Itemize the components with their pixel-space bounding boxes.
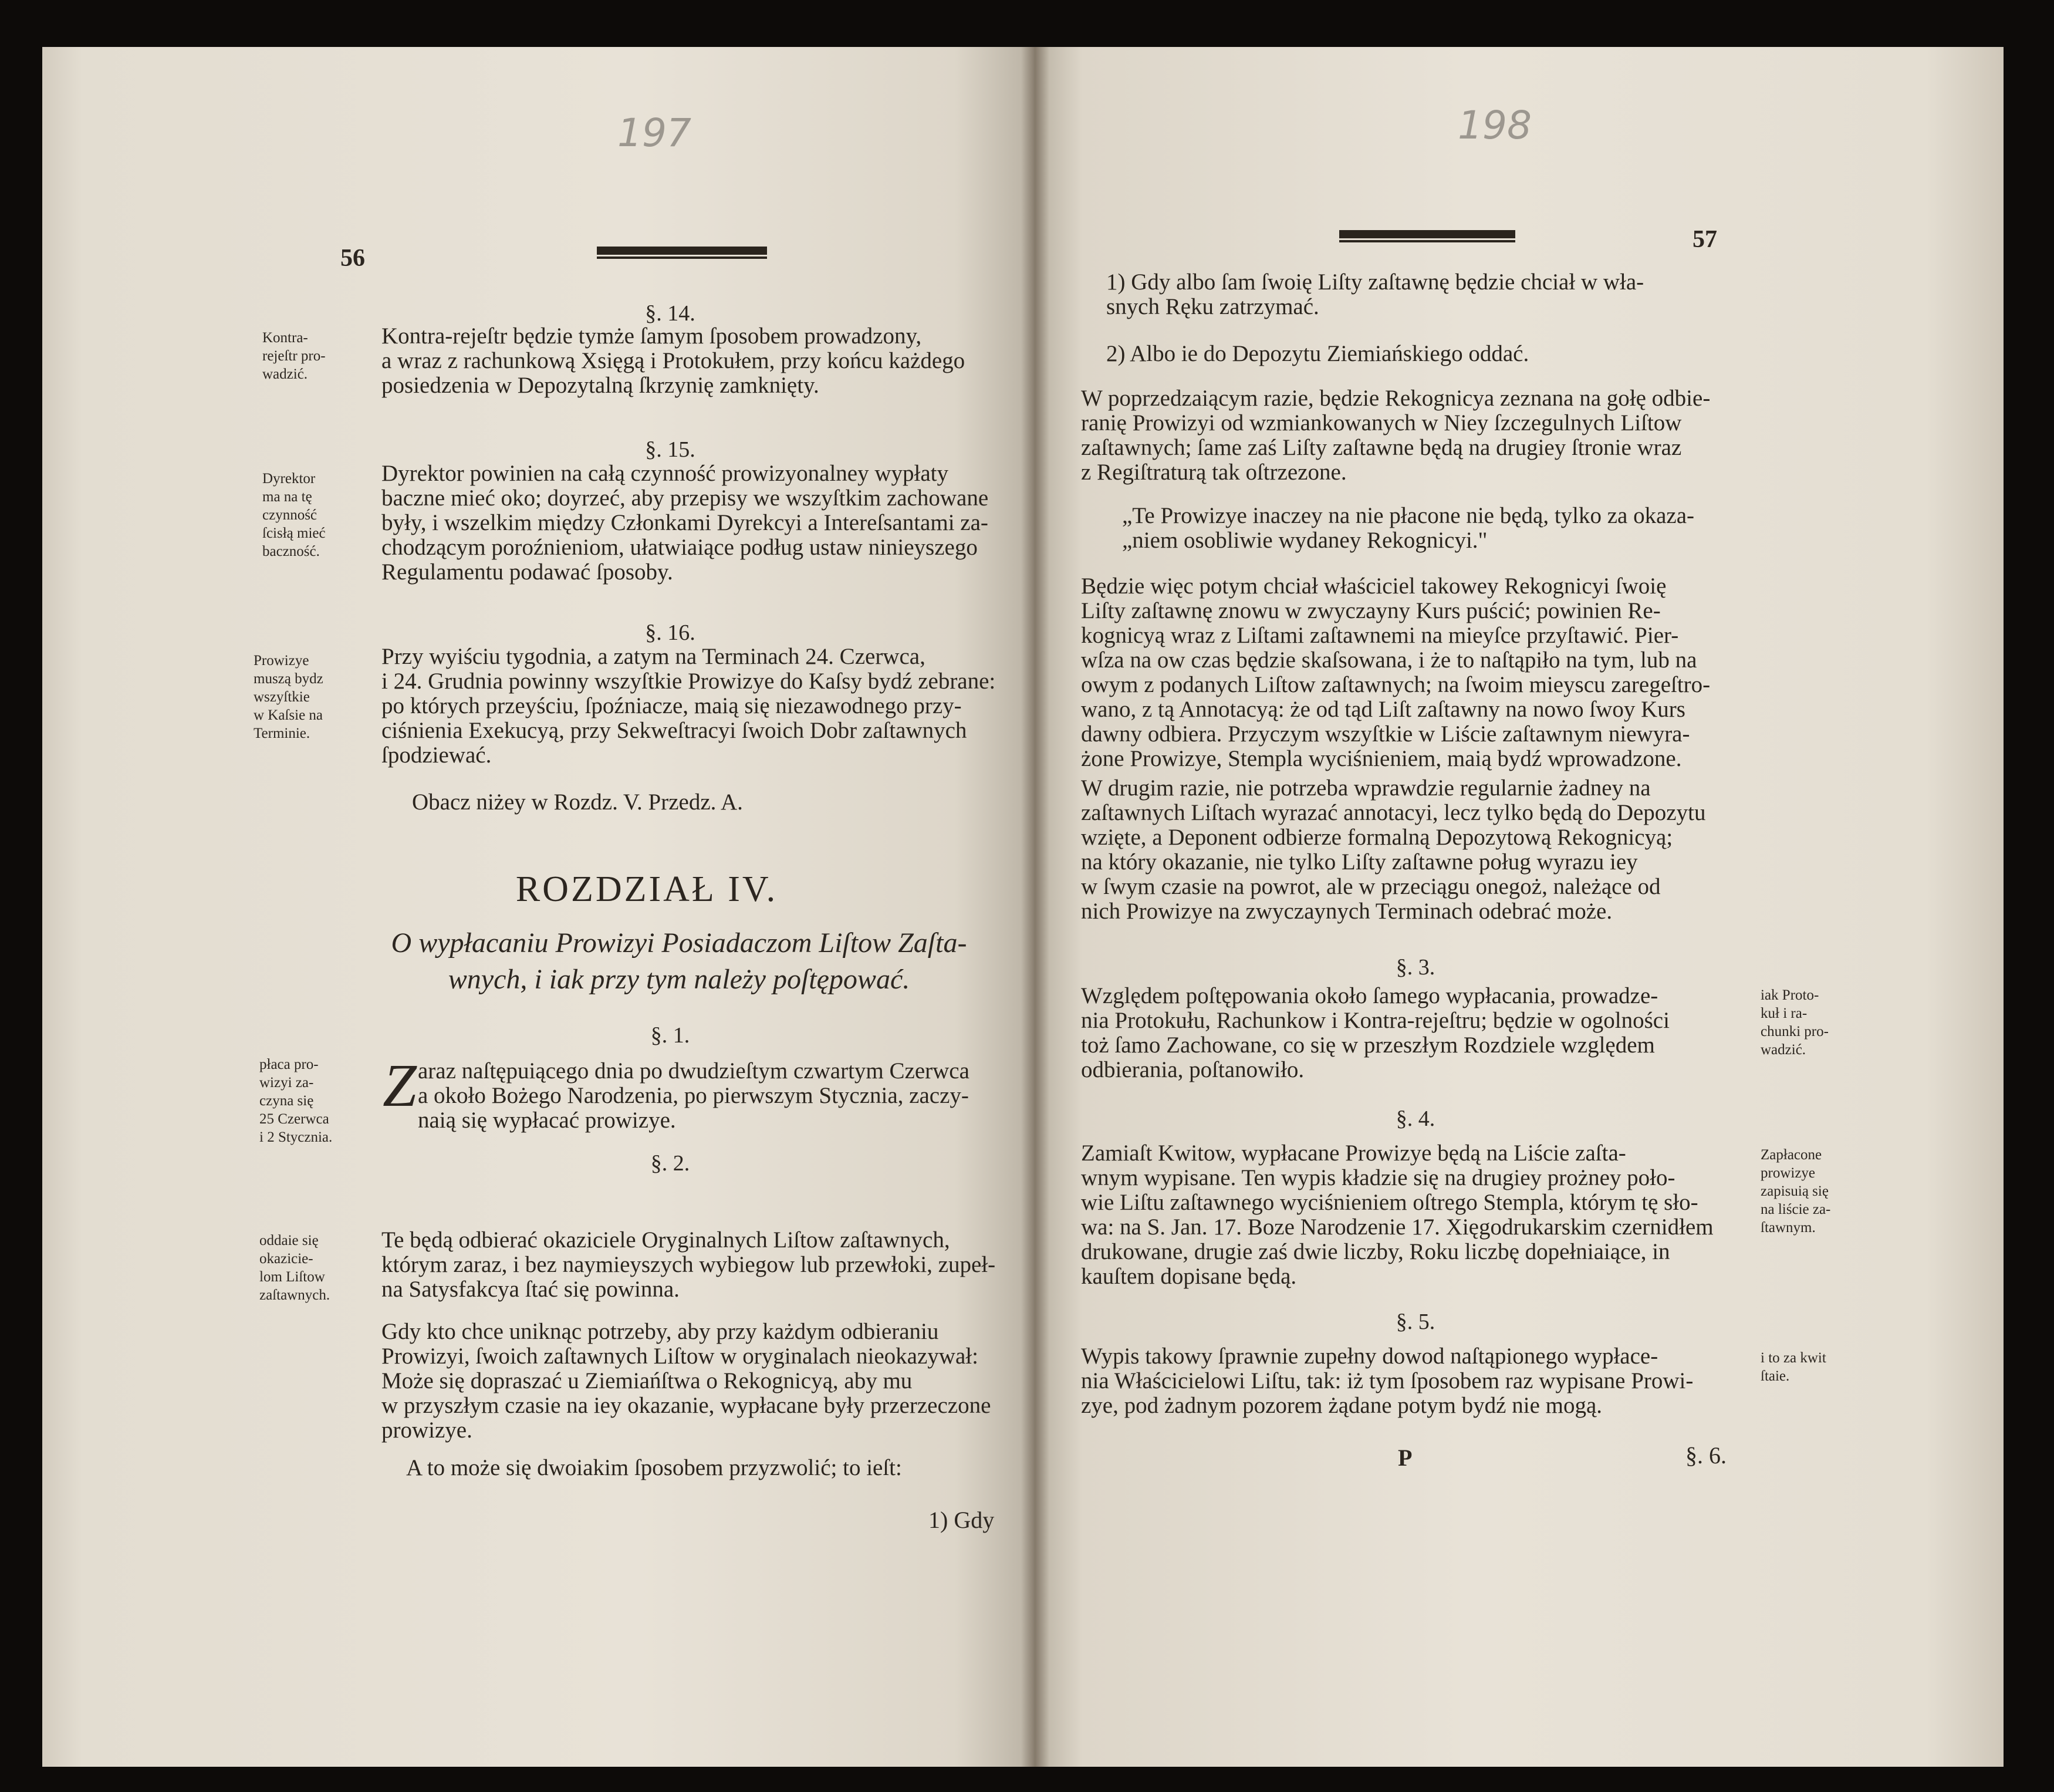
section-text-3: Względem poſtępowania około ſamego wypłacania, prowadze- nia Protokułu, Rachunkow i Kontra-rejeſtru; będzie w ogolności toż ſamo Zachowane, co się w przeszłym Rozdziele względem odbierania, poſtanowiło.: [1081, 983, 1670, 1082]
book-gutter: [1021, 47, 1049, 1767]
header-rule-right: [1339, 230, 1515, 238]
paragraph-5: Będzie więc potym chciał właściciel takowey Rekognicyi ſwoię Liſty zaſtawnę znowu w zwyczayny Kurs puścić; powinien Re- kognicyą wraz z Liſtami zaſtawnemi na mieyſce przyſtawić. Pier- wſza na ow czas będzie skaſsowana, i że to naſtąpiło na tym, lub na owym z podanych Liſtow zaſtawnych; na ſwoim mieyscu zaregeſtro- wano, z tą Annotacyą: że od tąd Liſt zaſtawny na nowo ſwoy Kurs dawny odbiera. Przyczym wszyſtkie w Liście zaſtawnym niewyra- żone Prowizye, Stempla wyciśnieniem, maią bydź wprowadzone.: [1081, 573, 1711, 771]
margin-note-1: płaca pro- wizyi za- czyna się 25 Czerwca i 2 Stycznia.: [259, 1057, 333, 1145]
margin-note-4: Zapłacone prowizye zapisuią się na liście za- ſtawnym.: [1761, 1147, 1831, 1236]
drop-cap: Z: [383, 1052, 417, 1119]
catchword-left: 1) Gdy: [928, 1507, 995, 1533]
section-heading-14: §. 14.: [645, 301, 695, 326]
page-number-right: 57: [1692, 226, 1717, 253]
header-rule-left: [597, 247, 767, 255]
cross-reference-note: Obacz niżey w Rozdz. V. Przedz. A.: [412, 789, 743, 815]
section-heading-2: §. 2.: [650, 1151, 690, 1176]
chapter-title: ROZDZIAŁ IV.: [515, 869, 778, 909]
paragraph-1: 1) Gdy albo ſam ſwoię Liſty zaſtawnę będzie chciał w wła- snych Ręku zatrzymać.: [1106, 269, 1644, 319]
paragraph-2: 2) Albo ie do Depozytu Ziemiańskiego oddać.: [1106, 341, 1529, 366]
right-page: [1034, 47, 2004, 1767]
section-text-16: Przy wyiściu tygodnia, a zatym na Terminach 24. Czerwca, i 24. Grudnia powinny wszyſtkie Prowizye do Kaſsy bydź zebrane: po których przeyściu, ſpoźniacze, maią się niezawodnego przy- ciśnienia Exekucyą, przy Sekweſtracyi ſwoich Dobr zaſtawnych ſpodziewać.: [381, 644, 996, 768]
paragraph-4-quote: „Te Prowizye inaczey na nie płacone nie będą, tylko za okaza- „niem osobliwie wydaney Rekognicyi.": [1122, 503, 1695, 553]
section-heading-15: §. 15.: [645, 437, 695, 462]
catchword-right: §. 6.: [1685, 1442, 1727, 1469]
section-heading-16: §. 16.: [645, 620, 695, 645]
section-heading-4: §. 4.: [1396, 1106, 1435, 1131]
left-page: [42, 47, 1034, 1767]
margin-note-3: iak Proto- kuł i ra- chunki pro- wadzić.: [1761, 987, 1829, 1058]
section-text-2c: A to może się dwoiakim ſposobem przyzwolić; to ieſt:: [406, 1455, 902, 1480]
section-text-1: araz naſtępuiącego dnia po dwudzieſtym czwartym Czerwca a około Bożego Narodzenia, po pierwszym Stycznia, zaczy- naią się wypłacać prowizye.: [418, 1058, 969, 1133]
section-text-14: Kontra-rejeſtr będzie tymże ſamym ſposobem prowadzony, a wraz z rachunkową Xsięgą i Protokułem, przy końcu każdego posiedzenia w Depozytalną ſkrzynię zamknięty.: [381, 323, 965, 398]
margin-note-14: Kontra- rejeſtr pro- wadzić.: [262, 330, 326, 382]
section-heading-1: §. 1.: [650, 1023, 690, 1048]
pencil-page-number-left: 197: [617, 110, 691, 156]
signature-mark: P: [1398, 1445, 1413, 1471]
margin-note-16: Prowizye muszą bydz wszyſtkie w Kaſsie na Terminie.: [254, 653, 323, 741]
section-heading-5: §. 5.: [1396, 1310, 1435, 1334]
paragraph-6: W drugim razie, nie potrzeba wprawdzie regularnie żadney na zaſtawnych Liſtach wyrazać annotacyi, lecz tylko będą do Depozytu wzięte, a Deponent odbierze formalną Depozytową Rekognicyą; na który okazanie, nie tylko Liſty zaſtawne poług wyrazu iey w ſwym czasie na powrot, ale w przeciągu onegoż, należące od nich Prowizye na zwyczaynych Terminach odebrać może.: [1081, 775, 1706, 924]
section-text-5: Wypis takowy ſprawnie zupełny dowod naſtąpionego wypłace- nia Właścicielowi Liſtu, tak: iż tym ſposobem raz wypisane Prowi- zye, pod żadnym pozorem żądane potym bydź nie mogą.: [1081, 1344, 1694, 1418]
pencil-page-number-right: 198: [1458, 103, 1532, 148]
margin-note-2: oddaie się okazicie- lom Liſtow zaſtawnych.: [259, 1233, 330, 1303]
margin-note-5: i to za kwit ſtaie.: [1761, 1350, 1826, 1384]
section-heading-3: §. 3.: [1396, 955, 1435, 980]
margin-note-15: Dyrektor ma na tę czynność ſcisłą mieć baczność.: [262, 471, 326, 559]
section-text-2b: Gdy kto chce uniknąc potrzeby, aby przy każdym odbieraniu Prowizyi, ſwoich zaſtawnych Liſtow w oryginalach nieokazywał: Może się dopraszać u Ziemiańſtwa o Rekognicyą, aby mu w przyszłym czasie na iey okazanie, wypłacane były przerzeczone prowizye.: [381, 1319, 991, 1443]
page-number-left: 56: [340, 245, 365, 272]
section-text-2a: Te będą odbierać okaziciele Oryginalnych Liſtow zaſtawnych, którym zaraz, i bez naymieyszych wybiegow lub przewłoki, zupeł- na Satysfakcya ſtać się powinna.: [381, 1227, 996, 1302]
section-text-15: Dyrektor powinien na całą czynność prowizyonalney wypłaty baczne mieć oko; doyrzeć, aby przepisy we wszyſtkim zachowane były, i wszelkim między Członkami Dyrekcyi a Intereſsantami za- chodzącym poroźnieniom, ułatwiaiące podług ustaw ninieyszego Regulamentu podawać ſposoby.: [381, 461, 989, 585]
chapter-subtitle: O wypłacaniu Prowizyi Posiadaczom Liſtow Zaſta- wnych, i iak przy tym należy poſtępować.: [391, 927, 967, 995]
paragraph-3: W poprzedzaiącym razie, będzie Rekognicya zeznana na gołę odbie- ranię Prowizyi od wzmiankowanych w Niey ſzczegulnych Liſtow zaſtawnych; ſame zaś Liſty zaſtawne będą na drugiey ſtronie wraz z Regiſtraturą tak oſtrzezone.: [1081, 386, 1711, 485]
section-text-4: Zamiaſt Kwitow, wypłacane Prowizye będą na Liście zaſta- wnym wypisane. Ten wypis kładzie się na drugiey prożney poło- wie Liſtu zaſtawnego wyciśnieniem oſtrego Stempla, którym tę sło- wa: na S. Jan. 17. Boze Narodzenie 17. Xięgodrukarskim czernidłem drukowane, drugie zaś dwie liczby, Roku liczbę dopełniaiące, in kauſtem dopisane będą.: [1081, 1140, 1714, 1289]
